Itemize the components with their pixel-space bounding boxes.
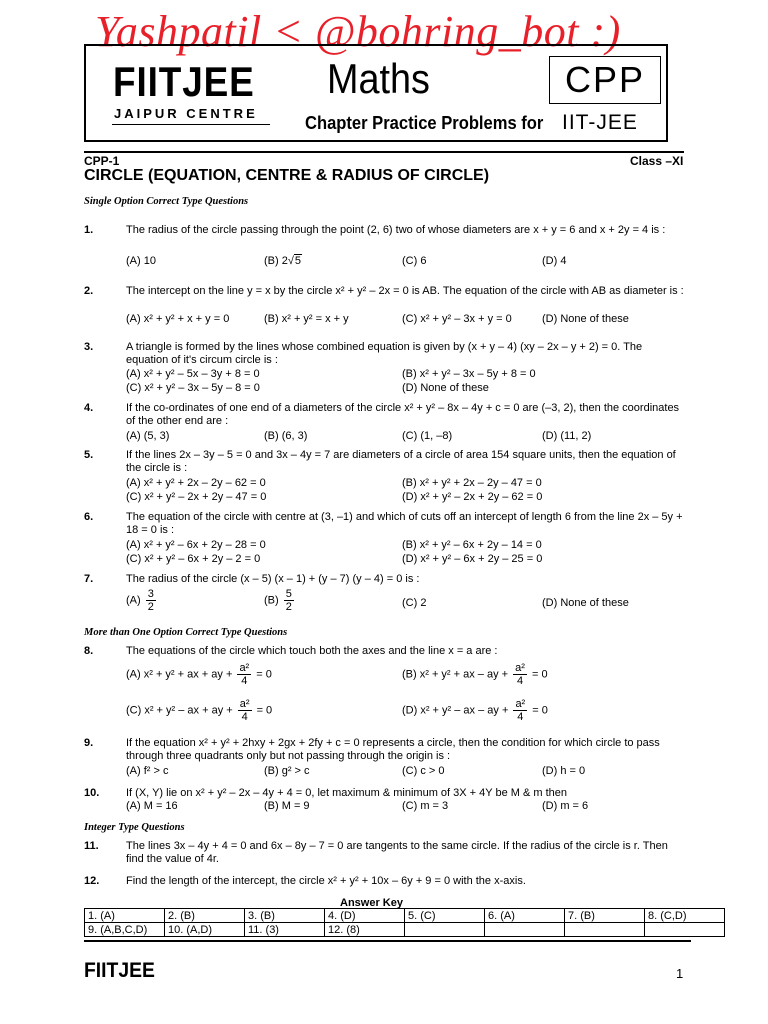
question-text: The lines 3x – 4y + 4 = 0 and 6x – 8y – 7 = 0 are tangents to the same circle. If the radius of the circle is r. Then find the value of 4r. [126,840,668,865]
option-label: (C) x² + y² – ax + ay + [126,704,233,717]
option-label: (B) x² + y² + ax – ay + [402,668,509,681]
option-c: (C) (1, –8) [402,430,453,442]
numerator: a² [239,698,250,710]
topic-title: CIRCLE (EQUATION, CENTRE & RADIUS OF CIRCLE) [84,167,490,184]
section-heading-multiple: More than One Option Correct Type Questions [84,627,288,638]
option-b: (B) M = 9 [264,800,310,812]
option-d: (D) None of these [402,382,489,394]
option-a: (A) x² + y² + x + y = 0 [126,313,230,325]
question-number: 4. [84,402,94,414]
option-c [126,698,272,723]
option-d: (D) None of these [542,597,629,609]
question-text: If the equation x² + y² + 2hxy + 2gx + 2fy + c = 0 represents a circle, then the condition for which circle to pass through three quadrants only but not passing through the origin is : [126,737,660,762]
footer-divider [84,940,691,942]
option-d [402,698,548,723]
numerator: 5 [285,588,292,600]
answer-cell: 9. (A,B,C,D) [85,923,165,937]
question-number: 7. [84,573,94,585]
question-number: 11. [84,840,99,852]
option-c: (C) m = 3 [402,800,449,812]
option-b [402,662,548,687]
option-d: (D) m = 6 [542,800,589,812]
option-d: (D) x² + y² – 2x + 2y – 62 = 0 [402,491,543,503]
option-label: (A) [126,594,141,607]
question-text: The equations of the circle which touch both the axes and the line x = a are : [126,645,498,657]
option-label: (A) x² + y² + ax + ay + [126,668,233,681]
option-b [264,588,296,613]
numerator: a² [515,698,526,710]
option-b: (B) x² + y² – 3x – 5y + 8 = 0 [402,368,536,380]
option-d: (D) None of these [542,313,629,325]
centre-underline [112,124,270,125]
question-text: If the co-ordinates of one end of a diameters of the circle x² + y² – 8x – 4y + c = 0 are (–3, 2), then the coordinates of the other end are : [126,402,680,427]
question-number: 2. [84,285,94,297]
option-c: (C) 2 [402,597,427,609]
option-c: (C) x² + y² – 3x – 5y – 8 = 0 [126,382,260,394]
option-c: (C) c > 0 [402,765,445,777]
watermark-text: Yashpatil < @bohring_bot :) [95,7,621,56]
option-d: (D) 4 [542,255,567,267]
section-heading-single: Single Option Correct Type Questions [84,196,249,207]
answer-cell: 8. (C,D) [645,909,725,923]
answer-cell: 7. (B) [565,909,645,923]
denominator: 4 [241,711,248,723]
option-b: (B) x² + y² + 2x – 2y – 47 = 0 [402,477,542,489]
fraction [146,588,156,613]
answer-cell: 3. (B) [245,909,325,923]
answer-cell: 6. (A) [485,909,565,923]
denominator: 2 [147,601,154,613]
question-text: The radius of the circle (x – 5) (x – 1) + (y – 7) (y – 4) = 0 is : [126,573,420,585]
question-number: 5. [84,449,94,461]
answer-cell [405,923,485,937]
section-heading-integer: Integer Type Questions [84,822,185,833]
numerator: a² [239,662,250,674]
option-a: (A) x² + y² – 6x + 2y – 28 = 0 [126,539,266,551]
question-number: 6. [84,511,94,523]
option-a [126,588,158,613]
option-a: (A) 10 [126,255,156,267]
fiitjee-logo: FIITJEE [113,58,255,105]
option-label: (B) [264,594,279,607]
table-row [85,923,725,937]
rhs: = 0 [256,704,273,717]
option-b: (B) g² > c [264,765,310,777]
question-number: 1. [84,224,94,236]
answer-cell [645,923,725,937]
option-c: (C) 6 [402,255,427,267]
option-a: (A) f² > c [126,765,169,777]
cpp-badge: CPP [549,56,661,104]
option-b: (B) x² + y² – 6x + 2y – 14 = 0 [402,539,542,551]
centre-name: JAIPUR CENTRE [114,106,258,121]
fraction [513,698,527,723]
answer-key-table [84,908,725,937]
option-c: (C) x² + y² – 3x + y = 0 [402,313,512,325]
option-a: (A) x² + y² – 5x – 3y + 8 = 0 [126,368,260,380]
option-b: (B) (6, 3) [264,430,308,442]
option-a: (A) (5, 3) [126,430,170,442]
sheet-code: CPP-1 [84,154,120,168]
top-divider [84,151,684,153]
option-b: (B) x² + y² = x + y [264,313,349,325]
question-text: The equation of the circle with centre at (3, –1) and which of cuts off an intercept of length 6 from the line 2x – 5y + 18 = 0 is : [126,511,683,536]
option-c: (C) x² + y² – 2x + 2y – 47 = 0 [126,491,267,503]
table-row [85,909,725,923]
answer-cell: 12. (8) [325,923,405,937]
option-a [126,662,272,687]
denominator: 4 [516,675,524,687]
denominator: 4 [241,675,248,687]
footer-logo: FIITJEE [84,959,155,982]
answer-cell: 1. (A) [85,909,165,923]
question-number: 3. [84,341,94,353]
numerator: 3 [147,588,154,600]
answer-cell: 10. (A,D) [165,923,245,937]
fraction [513,662,527,687]
class-label: Class –XI [630,154,684,168]
option-d: (D) h = 0 [542,765,586,777]
denominator: 4 [517,711,524,723]
answer-cell [565,923,645,937]
rhs: = 0 [531,668,548,681]
question-number: 10. [84,787,100,799]
answer-cell: 11. (3) [245,923,325,937]
option-d: (D) (11, 2) [542,430,592,442]
exam-name: IIT-JEE [562,111,638,134]
fraction [237,662,251,687]
question-text: Find the length of the intercept, the circle x² + y² + 10x – 6y + 9 = 0 with the x-axis. [126,875,526,887]
question-text: The intercept on the line y = x by the circle x² + y² – 2x = 0 is AB. The equation of the circle with AB as diameter is : [126,285,684,297]
answer-key-title: Answer Key [340,897,403,909]
rhs: = 0 [532,704,548,717]
option-a: (A) x² + y² + 2x – 2y – 62 = 0 [126,477,266,489]
tagline: Chapter Practice Problems for [305,113,544,133]
rhs: = 0 [256,668,272,681]
numerator: a² [515,662,525,674]
answer-cell: 4. (D) [325,909,405,923]
answer-cell: 2. (B) [165,909,245,923]
answer-cell [485,923,565,937]
option-label: (D) x² + y² – ax – ay + [402,704,509,717]
question-number: 8. [84,645,94,657]
option-b: (B) 2√5 [264,255,302,267]
option-a: (A) M = 16 [126,800,178,812]
question-text: The radius of the circle passing through the point (2, 6) two of whose diameters are x + y = 6 and x + 2y = 4 is : [126,224,666,236]
denominator: 2 [285,601,292,613]
subject-title: Maths [327,55,430,102]
question-text: If (X, Y) lie on x² + y² – 2x – 4y + 4 = 0, let maximum & minimum of 3X + 4Y be M & m then [126,787,567,799]
question-text: If the lines 2x – 3y – 5 = 0 and 3x – 4y = 7 are diameters of a circle of area 154 square units, then the equation of the circle is : [126,449,676,474]
fraction [238,698,252,723]
option-d: (D) x² + y² – 6x + 2y – 25 = 0 [402,553,543,565]
question-text: A triangle is formed by the lines whose combined equation is given by (x + y – 4) (xy – 2x – y + 2) = 0. The equation of it's circum circle is : [126,341,643,366]
question-number: 12. [84,875,100,887]
page-number: 1 [676,966,684,981]
option-c: (C) x² + y² – 6x + 2y – 2 = 0 [126,553,261,565]
answer-cell: 5. (C) [405,909,485,923]
fraction [284,588,294,613]
question-number: 9. [84,737,94,749]
